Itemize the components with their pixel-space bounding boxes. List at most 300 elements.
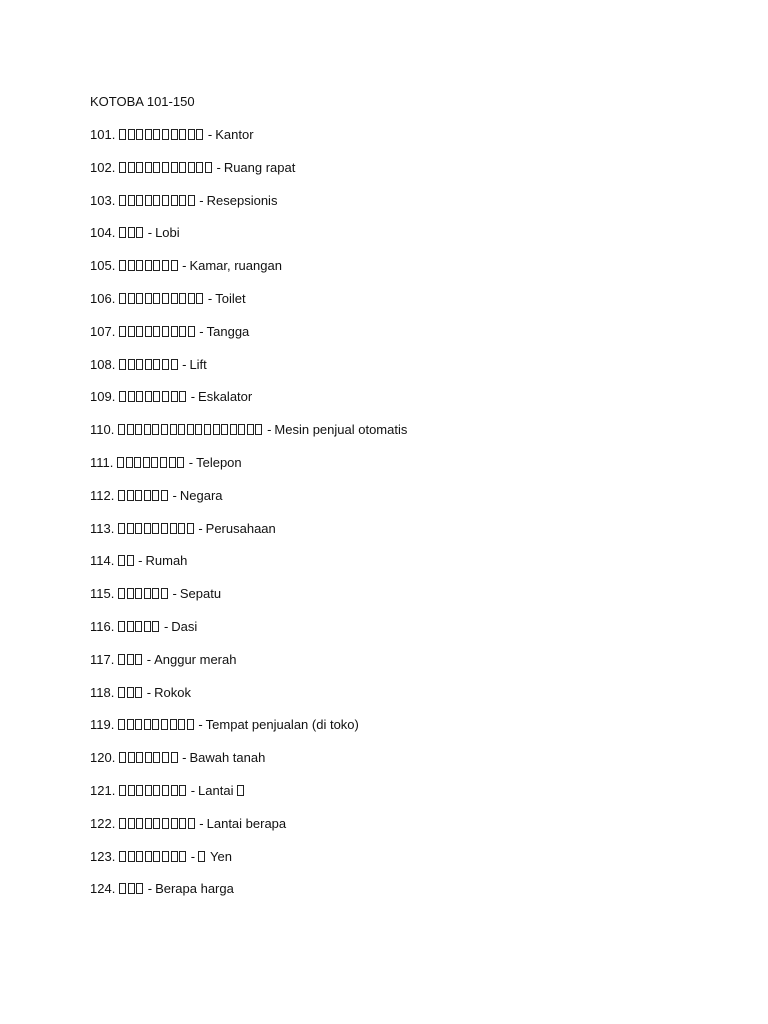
missing-glyph-box [179, 293, 186, 304]
missing-glyph-box [198, 851, 205, 862]
missing-glyph-box [161, 523, 168, 534]
entry-separator: - [267, 422, 272, 438]
missing-glyph-box [162, 129, 169, 140]
japanese-term-missing-glyphs [119, 291, 205, 306]
missing-glyph-box [128, 818, 135, 829]
missing-glyph-box [119, 260, 126, 271]
missing-glyph-box [171, 293, 178, 304]
missing-glyph-box [152, 490, 159, 501]
entry-number: 111. [90, 454, 114, 470]
vocabulary-entry [90, 290, 690, 308]
missing-glyph-box [136, 227, 143, 238]
entry-separator: - [172, 586, 177, 602]
missing-glyph-box [145, 818, 152, 829]
missing-glyph-box [134, 457, 141, 468]
missing-glyph-box [136, 260, 143, 271]
missing-glyph-box [127, 555, 134, 566]
missing-glyph-box [204, 424, 211, 435]
entry-meaning: Bawah tanah [189, 750, 266, 766]
missing-glyph-box [237, 785, 244, 796]
missing-glyph-box [119, 195, 126, 206]
missing-glyph-box [127, 588, 134, 599]
missing-glyph-box [128, 227, 135, 238]
missing-glyph-box [145, 851, 152, 862]
japanese-term-missing-glyphs [119, 324, 196, 339]
missing-glyph-box [255, 424, 262, 435]
entry-meaning: Anggur merah [154, 651, 237, 667]
missing-glyph-box [145, 260, 152, 271]
missing-glyph-box [119, 851, 126, 862]
entry-meaning: Dasi [171, 618, 198, 634]
japanese-term-missing-glyphs [119, 816, 196, 831]
entry-separator: - [190, 848, 196, 864]
missing-glyph-box [153, 326, 160, 337]
missing-glyph-box [136, 785, 143, 796]
entry-meaning: Kantor [215, 127, 254, 142]
missing-glyph-box [160, 457, 167, 468]
missing-glyph-box [136, 752, 143, 763]
vocabulary-entry [90, 224, 690, 242]
missing-glyph-box [230, 424, 237, 435]
missing-glyph-box [119, 752, 126, 763]
missing-glyph-box [127, 687, 134, 698]
missing-glyph-box [144, 523, 151, 534]
missing-glyph-box [119, 162, 126, 173]
vocabulary-entry [90, 880, 690, 898]
entry-meaning: Yen [210, 848, 232, 864]
missing-glyph-box [153, 195, 160, 206]
missing-glyph-box [152, 719, 159, 730]
vocabulary-entry [90, 782, 690, 800]
missing-glyph-box [153, 818, 160, 829]
missing-glyph-box [128, 129, 135, 140]
vocabulary-entry [90, 487, 690, 505]
vocabulary-list [90, 126, 690, 898]
missing-glyph-box [179, 326, 186, 337]
japanese-term-missing-glyphs [119, 389, 188, 404]
missing-glyph-box [178, 719, 185, 730]
entry-separator: - [172, 487, 177, 503]
missing-glyph-box [128, 752, 135, 763]
missing-glyph-box [238, 424, 245, 435]
missing-glyph-box [118, 555, 125, 566]
missing-glyph-box [136, 129, 143, 140]
missing-glyph-box [171, 260, 178, 271]
vocabulary-entry [90, 848, 690, 866]
entry-number: 107. [90, 323, 116, 339]
missing-glyph-box [145, 785, 152, 796]
entry-number: 104. [90, 225, 116, 241]
missing-glyph-box [117, 457, 124, 468]
missing-glyph-box [188, 162, 195, 173]
missing-glyph-box [162, 851, 169, 862]
missing-glyph-box [196, 293, 203, 304]
entry-meaning: Perusahaan [205, 520, 276, 536]
entry-separator: - [147, 225, 153, 241]
missing-glyph-box [162, 359, 169, 370]
vocabulary-entry [90, 815, 690, 833]
entry-meaning: Tempat penjualan (di toko) [205, 717, 359, 733]
missing-glyph-box [128, 851, 135, 862]
document-body [90, 93, 690, 913]
missing-glyph-box [162, 752, 169, 763]
japanese-term-missing-glyphs [119, 258, 179, 273]
entry-meaning: Toilet [215, 290, 246, 306]
missing-glyph-box [188, 818, 195, 829]
missing-glyph-box [187, 424, 194, 435]
missing-glyph-box [171, 818, 178, 829]
entry-separator: - [146, 651, 152, 667]
vocabulary-entry [90, 520, 690, 538]
entry-separator: - [147, 881, 153, 897]
missing-glyph-box [205, 162, 212, 173]
missing-glyph-box [151, 457, 158, 468]
entry-separator: - [199, 192, 204, 208]
missing-glyph-box [136, 293, 143, 304]
entry-meaning: Lift [189, 356, 207, 372]
vocabulary-entry [90, 454, 690, 472]
missing-glyph-box [136, 326, 143, 337]
entry-meaning: Ruang rapat [223, 159, 296, 175]
missing-glyph-box [170, 424, 177, 435]
entry-number: 106. [90, 290, 116, 306]
japanese-term-missing-glyphs [118, 619, 161, 634]
entry-number: 102. [90, 159, 116, 175]
entry-meaning: Berapa harga [155, 881, 234, 897]
missing-glyph-box [153, 785, 160, 796]
entry-number: 118. [90, 684, 115, 700]
entry-separator: - [207, 127, 213, 142]
missing-glyph-box [118, 621, 125, 632]
missing-glyph-box [127, 621, 134, 632]
missing-glyph-box [145, 293, 152, 304]
entry-meaning: Eskalator [198, 389, 253, 405]
entry-number: 119. [90, 717, 115, 733]
missing-glyph-box [128, 326, 135, 337]
japanese-term-missing-glyphs [118, 422, 264, 437]
entry-meaning: Lantai [198, 782, 234, 798]
missing-glyph-box [136, 851, 143, 862]
entry-separator: - [198, 717, 203, 733]
entry-separator: - [146, 684, 152, 700]
entry-number: 115. [90, 586, 115, 602]
missing-glyph-box [118, 687, 125, 698]
missing-glyph-box [145, 129, 152, 140]
missing-glyph-box [162, 818, 169, 829]
missing-glyph-box [127, 523, 134, 534]
entry-separator: - [163, 618, 169, 634]
missing-glyph-box [162, 785, 169, 796]
missing-glyph-box [118, 719, 125, 730]
japanese-term-missing-glyphs [119, 193, 196, 208]
missing-glyph-box [136, 195, 143, 206]
entry-number: 101. [90, 127, 116, 142]
japanese-term-missing-glyphs [119, 783, 188, 798]
missing-glyph-box [161, 424, 168, 435]
missing-glyph-box [136, 162, 143, 173]
entry-number: 116. [90, 618, 115, 634]
entry-separator: - [198, 520, 203, 536]
missing-glyph-box [128, 359, 135, 370]
missing-glyph-box [162, 195, 169, 206]
entry-number: 122. [90, 815, 116, 831]
japanese-term-missing-glyphs [119, 357, 179, 372]
document-title: KOTOBA 101-150 [90, 94, 195, 109]
vocabulary-entry [90, 323, 690, 341]
missing-glyph-box [128, 260, 135, 271]
missing-glyph-box [152, 523, 159, 534]
vocabulary-entry [90, 749, 690, 767]
vocabulary-entry [90, 651, 690, 669]
entry-number: 109. [90, 389, 116, 405]
missing-glyph-box [187, 719, 194, 730]
missing-glyph-box [127, 424, 134, 435]
missing-glyph-box [119, 359, 126, 370]
missing-glyph-box [128, 391, 135, 402]
missing-glyph-box [118, 654, 125, 665]
entry-number: 117. [90, 651, 115, 667]
japanese-term-missing-glyphs [117, 455, 186, 470]
missing-glyph-box [179, 391, 186, 402]
missing-glyph-box [128, 293, 135, 304]
vocabulary-entry [90, 126, 690, 144]
missing-glyph-box [179, 129, 186, 140]
missing-glyph-box [196, 129, 203, 140]
missing-glyph-box [247, 424, 254, 435]
missing-glyph-box [144, 588, 151, 599]
missing-glyph-box [118, 523, 125, 534]
missing-glyph-box [153, 752, 160, 763]
entry-meaning: Mesin penjual otomatis [274, 422, 408, 438]
missing-glyph-box [144, 719, 151, 730]
vocabulary-entry [90, 684, 690, 702]
missing-glyph-box [178, 424, 185, 435]
entry-meaning: Tangga [206, 323, 250, 339]
missing-glyph-box [144, 621, 151, 632]
missing-glyph-box [171, 326, 178, 337]
missing-glyph-box [162, 391, 169, 402]
missing-glyph-box [126, 457, 133, 468]
entry-separator: - [216, 159, 221, 175]
missing-glyph-box [135, 490, 142, 501]
missing-glyph-box [127, 719, 134, 730]
japanese-term-missing-glyphs [119, 225, 145, 240]
missing-glyph-box [118, 588, 125, 599]
entry-number: 120. [90, 750, 116, 766]
entry-number: 121. [90, 782, 116, 798]
entry-number: 123. [90, 848, 116, 864]
vocabulary-entry [90, 192, 690, 210]
entry-separator: - [190, 782, 196, 798]
missing-glyph-box [143, 457, 150, 468]
missing-glyph-box [179, 818, 186, 829]
vocabulary-entry [90, 159, 690, 177]
missing-glyph-box [162, 260, 169, 271]
missing-glyph-box [153, 293, 160, 304]
entry-number: 103. [90, 192, 116, 208]
missing-glyph-box [119, 785, 126, 796]
missing-glyph-box [162, 162, 169, 173]
entry-separator: - [138, 553, 143, 569]
missing-glyph-box [119, 129, 126, 140]
missing-glyph-box [179, 851, 186, 862]
missing-glyph-box [196, 162, 203, 173]
missing-glyph-box [119, 391, 126, 402]
entry-meaning: Sepatu [179, 586, 222, 602]
missing-glyph-box [178, 523, 185, 534]
japanese-term-missing-glyphs [119, 881, 145, 896]
missing-glyph-box [187, 523, 194, 534]
missing-glyph-box [128, 883, 135, 894]
missing-glyph-box [127, 654, 134, 665]
japanese-term-missing-glyphs [118, 652, 144, 667]
missing-glyph-box [171, 851, 178, 862]
missing-glyph-box [177, 457, 184, 468]
vocabulary-entry [90, 356, 690, 374]
missing-glyph-box [152, 588, 159, 599]
missing-glyph-box [162, 293, 169, 304]
missing-glyph-box [170, 523, 177, 534]
vocabulary-entry [90, 716, 690, 734]
missing-glyph-box [145, 359, 152, 370]
japanese-term-missing-glyphs [119, 160, 214, 175]
missing-glyph-box [135, 621, 142, 632]
missing-glyph-box [145, 752, 152, 763]
entry-number: 108. [90, 356, 116, 372]
missing-glyph-box [119, 818, 126, 829]
entry-meaning: Negara [179, 487, 223, 503]
missing-glyph-box [171, 195, 178, 206]
missing-glyph-box [135, 654, 142, 665]
missing-glyph-box [127, 490, 134, 501]
missing-glyph-box [171, 752, 178, 763]
missing-glyph-box [188, 326, 195, 337]
vocabulary-entry [90, 257, 690, 275]
entry-meaning: Lantai berapa [206, 815, 287, 831]
missing-glyph-box [170, 719, 177, 730]
missing-glyph-box [128, 195, 135, 206]
japanese-term-missing-glyphs [119, 127, 205, 142]
japanese-term-missing-glyphs [118, 521, 195, 536]
missing-glyph-box [135, 687, 142, 698]
missing-glyph-box [188, 195, 195, 206]
japanese-term-missing-glyphs [119, 849, 188, 864]
missing-glyph-box [135, 719, 142, 730]
missing-glyph-box [161, 490, 168, 501]
missing-glyph-box [161, 719, 168, 730]
entry-separator: - [182, 258, 187, 274]
entry-meaning: Telepon [196, 454, 242, 470]
missing-glyph-box [171, 785, 178, 796]
missing-glyph-box [221, 424, 228, 435]
japanese-term-missing-glyphs [118, 488, 170, 503]
missing-glyph-box [118, 490, 125, 501]
entry-separator: - [199, 815, 204, 831]
missing-glyph-box [179, 195, 186, 206]
entry-separator: - [182, 356, 187, 372]
missing-glyph-box [145, 326, 152, 337]
entry-meaning: Lobi [155, 225, 180, 241]
missing-glyph-box [144, 490, 151, 501]
missing-glyph-box [145, 391, 152, 402]
entry-separator: - [182, 750, 187, 766]
missing-glyph-box [169, 457, 176, 468]
missing-glyph-box [128, 162, 135, 173]
entry-number: 110. [90, 422, 115, 438]
missing-glyph-box [144, 424, 151, 435]
japanese-term-missing-glyphs [118, 586, 170, 601]
entry-meaning: Rumah [145, 553, 188, 569]
entry-number: 124. [90, 881, 116, 897]
missing-glyph-box [152, 621, 159, 632]
missing-glyph-box [152, 424, 159, 435]
missing-glyph-box [179, 785, 186, 796]
vocabulary-entry [90, 618, 690, 636]
entry-meaning: Rokok [154, 684, 191, 700]
japanese-term-missing-glyphs [118, 553, 135, 568]
entry-number: 112. [90, 487, 115, 503]
missing-glyph-box [171, 162, 178, 173]
japanese-term-missing-glyphs [118, 685, 144, 700]
missing-glyph-box [162, 326, 169, 337]
entry-separator: - [190, 389, 196, 405]
vocabulary-entry [90, 585, 690, 603]
entry-separator: - [199, 323, 204, 339]
missing-glyph-box [179, 162, 186, 173]
missing-glyph-box [153, 391, 160, 402]
missing-glyph-box [153, 260, 160, 271]
vocabulary-entry [90, 388, 690, 406]
missing-glyph-box [161, 588, 168, 599]
missing-glyph-box [153, 851, 160, 862]
missing-glyph-box [136, 818, 143, 829]
missing-glyph-box [188, 293, 195, 304]
missing-glyph-box [171, 129, 178, 140]
missing-glyph-box [153, 359, 160, 370]
missing-glyph-box [119, 293, 126, 304]
vocabulary-entry [90, 421, 690, 439]
missing-glyph-box [135, 424, 142, 435]
missing-glyph-box [135, 588, 142, 599]
missing-glyph-box [188, 129, 195, 140]
missing-glyph-box [153, 129, 160, 140]
entry-meaning: Resepsionis [206, 192, 278, 208]
missing-glyph-box [119, 326, 126, 337]
missing-glyph-box [145, 162, 152, 173]
entry-number: 105. [90, 258, 116, 274]
missing-glyph-box [213, 424, 220, 435]
entry-separator: - [188, 454, 194, 470]
missing-glyph-box [195, 424, 202, 435]
missing-glyph-box [128, 785, 135, 796]
japanese-term-missing-glyphs [119, 750, 179, 765]
missing-glyph-box [171, 391, 178, 402]
entry-number: 113. [90, 520, 115, 536]
missing-glyph-box [136, 359, 143, 370]
missing-glyph-box [153, 162, 160, 173]
missing-glyph-box [118, 424, 125, 435]
missing-glyph-box [145, 195, 152, 206]
entry-number: 114. [90, 553, 115, 569]
vocabulary-entry [90, 552, 690, 570]
missing-glyph-box [171, 359, 178, 370]
japanese-term-missing-glyphs [118, 717, 195, 732]
missing-glyph-box [119, 227, 126, 238]
entry-separator: - [207, 290, 213, 306]
missing-glyph-box [135, 523, 142, 534]
entry-meaning: Kamar, ruangan [189, 258, 282, 274]
missing-glyph-box [136, 391, 143, 402]
